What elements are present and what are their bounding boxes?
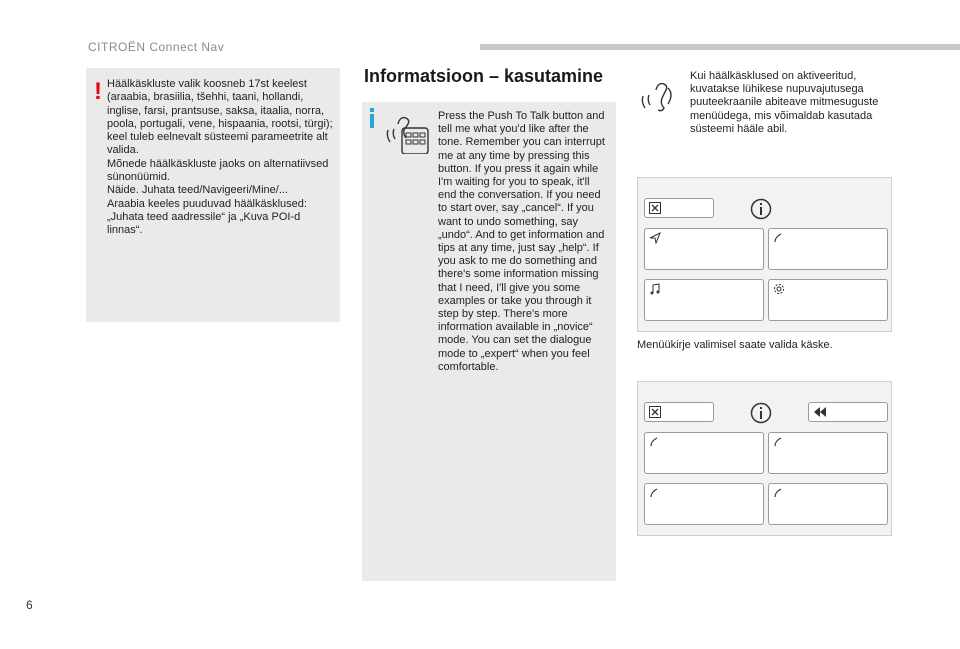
help-info-icon[interactable] — [750, 198, 772, 220]
command-button-2[interactable] — [768, 432, 888, 474]
phone-icon — [773, 487, 785, 499]
header-title: CITROËN Connect Nav — [88, 40, 225, 54]
navigation-arrow-icon — [649, 232, 661, 244]
help-screen-2 — [637, 381, 892, 536]
close-icon — [649, 406, 661, 418]
section-title: Informatsioon – kasutamine — [364, 66, 604, 86]
header-bar — [480, 44, 960, 50]
settings-menu-button[interactable] — [768, 279, 888, 321]
page-number: 6 — [26, 598, 33, 612]
warning-line-3: Näide. Juhata teed/Navigeeri/Mine/... — [107, 184, 288, 197]
gear-icon — [773, 283, 785, 295]
right-text: Kui häälkäsklused on aktiveeritud, kuvatakse lühikese nupuvajutusega puuteekraanile abiteave mitmesuguste menüüdega, mis võimaldab kasutada süsteemi hääle abil. — [690, 70, 879, 135]
phone-icon — [773, 232, 785, 244]
caption: Menüükirje valimisel saate valida käske. — [637, 339, 833, 351]
info-text: Press the Push To Talk button and tell me what you'd like after the tone. Remember you can interrupt me at any time by pressing this button. If you press it again while I'm waiting for you to speak, it'll end the conversation. If you need to start over, say „cancel“. If you want to undo something, say „undo“. And to get information and tips at any time, just say „help“. If you ask to me do something and there's some information missing that I need, I'll give you some examples or take you through it step by step. There's more information available in „novice“ mode. You can set the dialogue mode to „expert“ when you feel comfortable. — [438, 110, 605, 373]
phone-icon — [773, 436, 785, 448]
telephone-menu-button[interactable] — [768, 228, 888, 270]
voice-steering-icon — [384, 112, 430, 154]
info-icon — [368, 108, 376, 128]
command-button-1[interactable] — [644, 432, 764, 474]
close-button[interactable] — [644, 198, 714, 218]
close-button[interactable] — [644, 402, 714, 422]
music-note-icon — [649, 283, 661, 295]
phone-icon — [649, 436, 661, 448]
media-menu-button[interactable] — [644, 279, 764, 321]
command-button-4[interactable] — [768, 483, 888, 525]
warning-line-2: Mõnede häälkäskluste jaoks on alternatiivsed sünonüümid. — [107, 157, 329, 184]
warning-text — [107, 78, 335, 238]
phone-icon — [649, 487, 661, 499]
help-info-icon[interactable] — [750, 402, 772, 424]
back-button[interactable] — [808, 402, 888, 422]
voice-icon — [640, 78, 680, 118]
help-screen-1 — [637, 177, 892, 332]
warning-icon: ! — [94, 78, 102, 105]
close-icon — [649, 202, 661, 214]
navigation-menu-button[interactable] — [644, 228, 764, 270]
rewind-icon — [813, 406, 827, 418]
warning-line-1: Häälkäskluste valik koosneb 17st keelest (araabia, brasiilia, tšehhi, taani, hollandi, inglise, farsi, prantsuse, saksa, itaalia, norra, poola, portugali, vene, hispaania, rootsi, türgi); keel tuleb eelnevalt süsteemi parameetrite alt valida. — [107, 78, 333, 157]
warning-line-4: Araabia keeles puuduvad häälkäsklused: „Juhata teed aadressile“ ja „Kuva POI-d linnas“. — [107, 197, 307, 237]
command-button-3[interactable] — [644, 483, 764, 525]
